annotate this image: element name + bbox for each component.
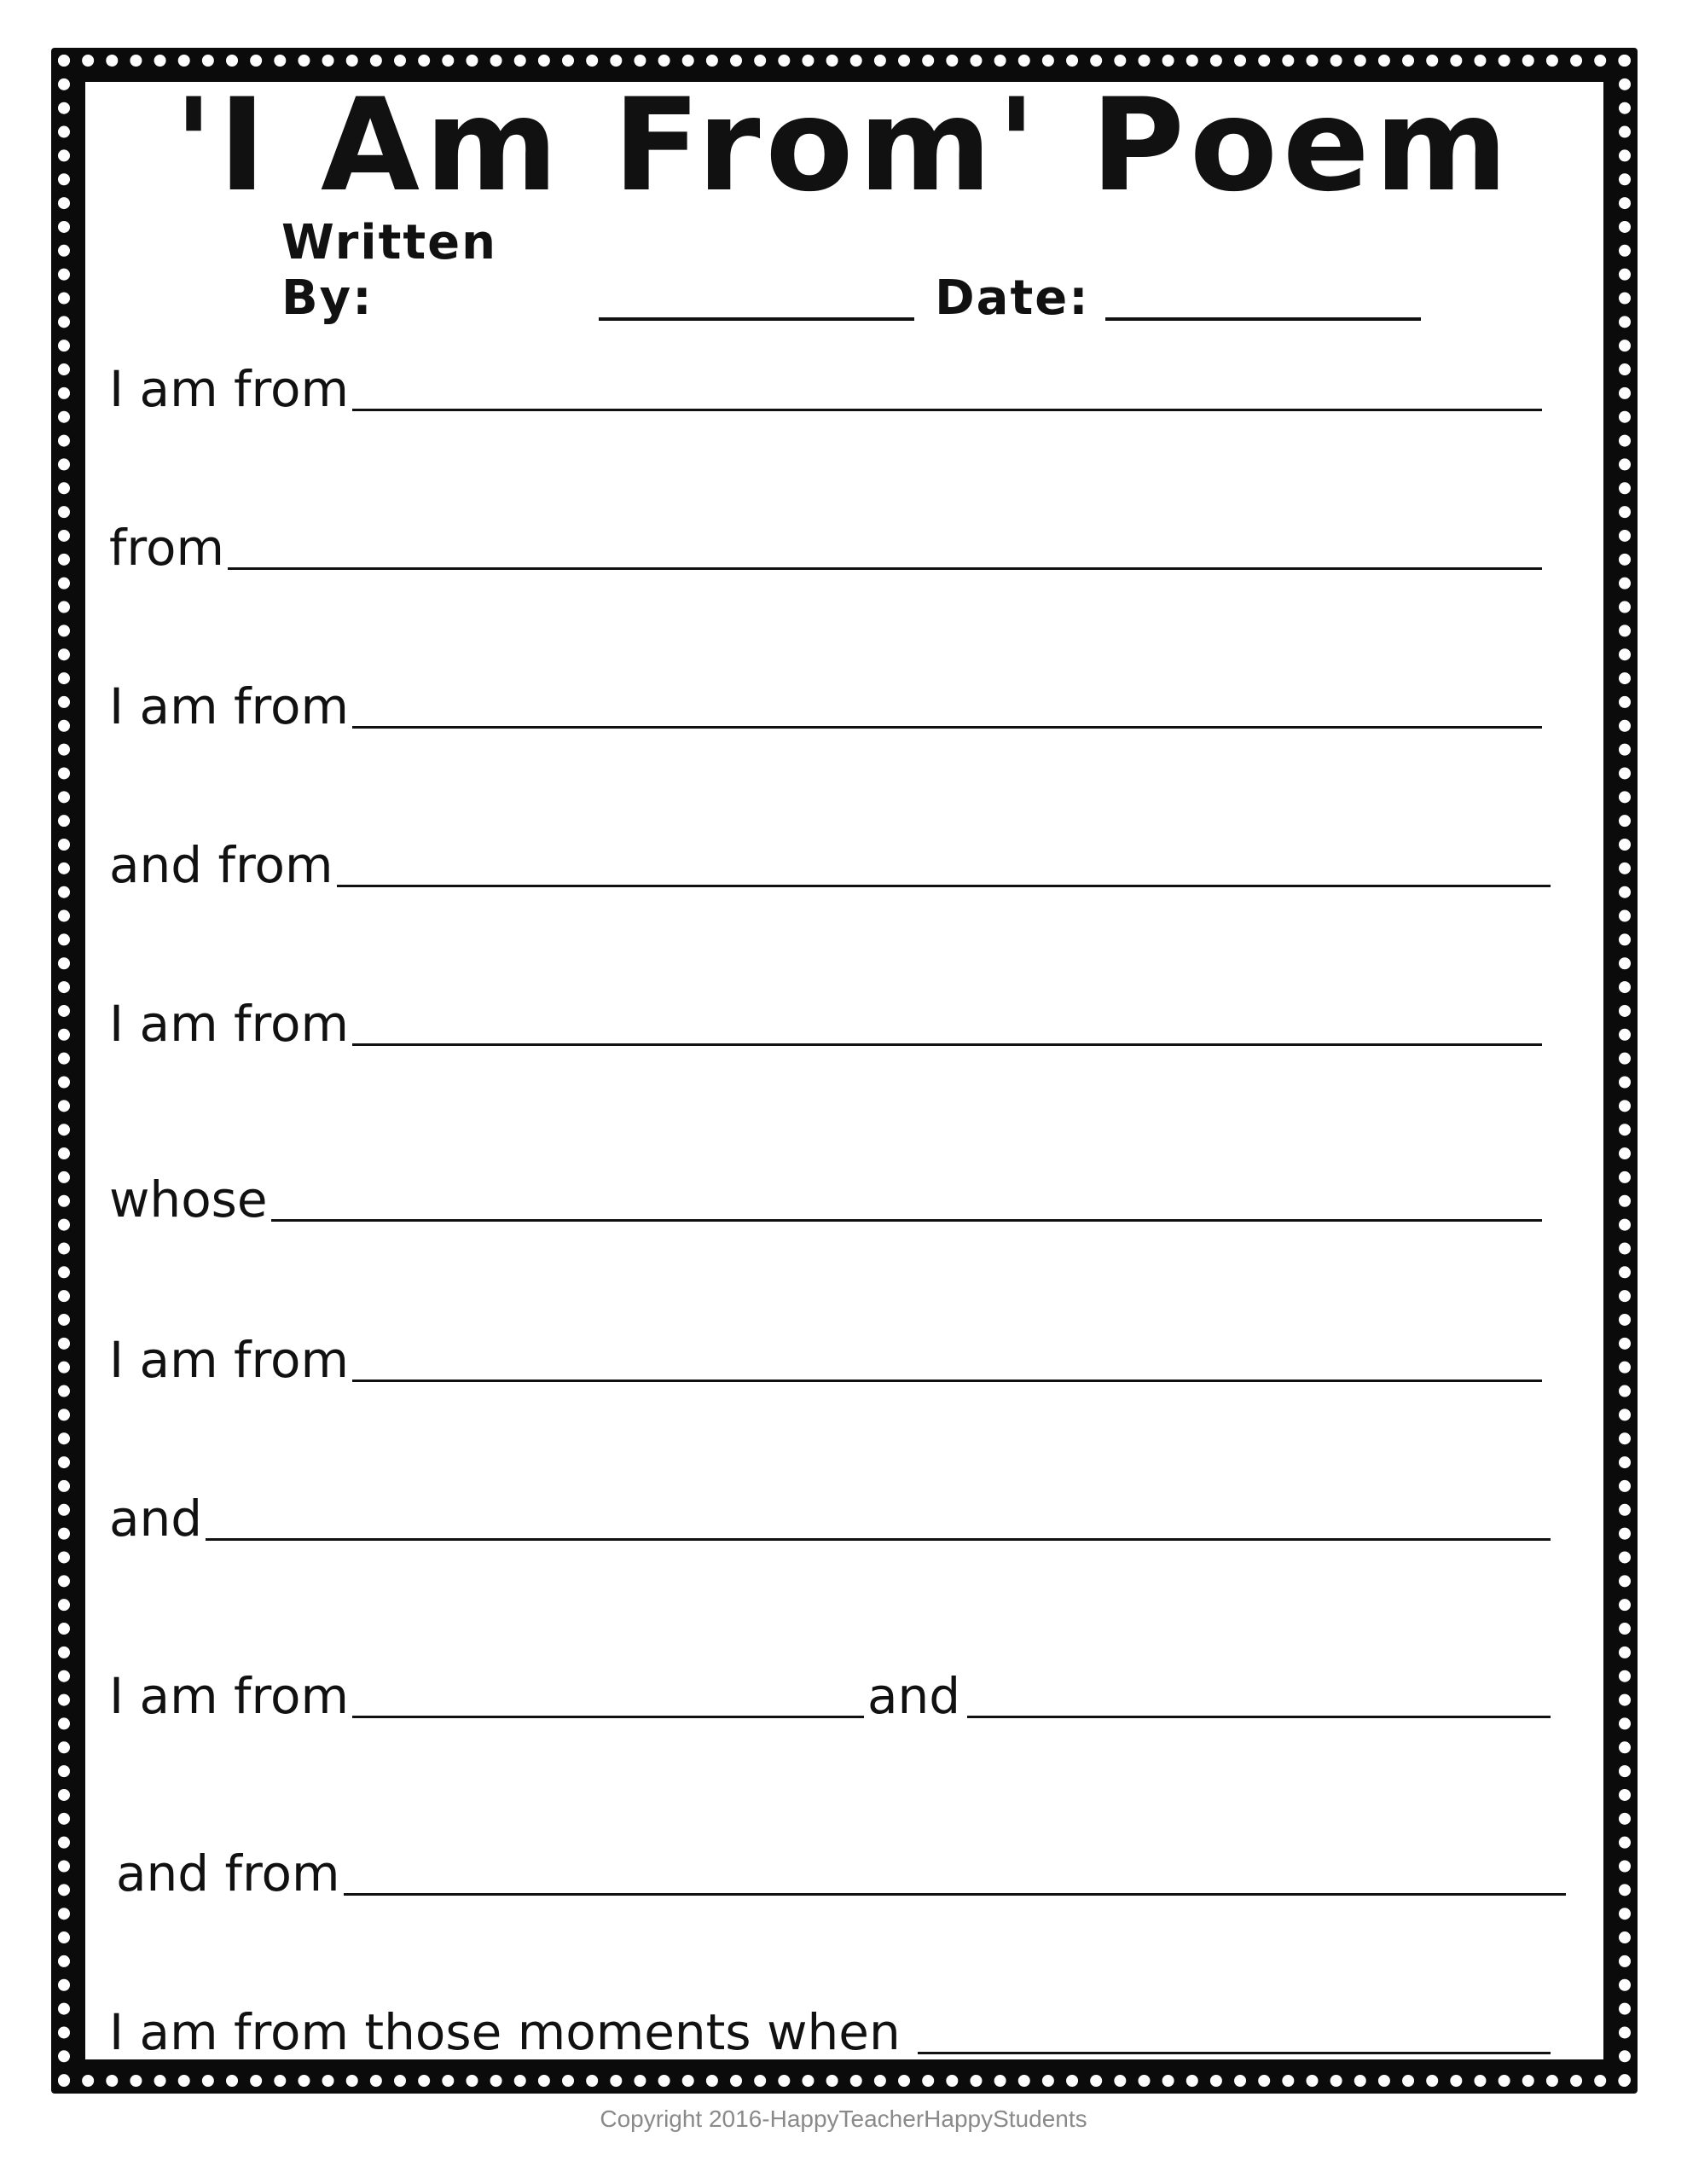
- poem-line: [109, 350, 1542, 418]
- answer-blank[interactable]: [352, 992, 1542, 1046]
- line-prompt: I am from: [109, 677, 349, 735]
- answer-blank[interactable]: [918, 2001, 1551, 2054]
- poem-line: [109, 1479, 1551, 1548]
- answer-blank[interactable]: [352, 1664, 864, 1718]
- poem-line: [109, 1160, 1542, 1228]
- written-by-label: Written By:: [281, 215, 497, 326]
- answer-blank[interactable]: [228, 516, 1542, 570]
- copyright-notice: Copyright 2016-HappyTeacherHappyStudents: [600, 2106, 1087, 2132]
- line-middle-word: and: [867, 1667, 961, 1725]
- line-prompt: and from: [109, 836, 333, 894]
- line-prompt: and: [109, 1490, 203, 1548]
- line-prompt: and from: [116, 1844, 340, 1902]
- answer-blank[interactable]: [271, 1168, 1542, 1222]
- poem-line: [116, 1834, 1566, 1902]
- answer-blank[interactable]: [337, 834, 1551, 887]
- date-label: Date:: [935, 270, 1090, 326]
- byline-row: [281, 215, 1441, 326]
- line-prompt: I am from those moments when: [109, 2003, 901, 2061]
- line-prompt: I am from: [109, 360, 349, 418]
- poem-line: [109, 985, 1542, 1053]
- answer-blank[interactable]: [344, 1842, 1566, 1896]
- poem-line: [109, 508, 1542, 577]
- answer-blank[interactable]: [352, 357, 1542, 411]
- poem-line: [109, 1993, 1551, 2061]
- line-prompt: whose: [109, 1170, 268, 1228]
- poem-line: [109, 826, 1551, 894]
- author-blank[interactable]: [599, 270, 914, 321]
- line-prompt: I am from: [109, 995, 349, 1053]
- line-prompt: from: [109, 519, 224, 577]
- answer-blank[interactable]: [352, 1328, 1542, 1382]
- poem-line: [109, 1321, 1542, 1389]
- poem-line: [109, 667, 1542, 735]
- line-prompt: I am from: [109, 1331, 349, 1389]
- poem-line: [109, 1657, 1551, 1725]
- answer-blank[interactable]: [967, 1664, 1551, 1718]
- answer-blank[interactable]: [352, 675, 1542, 729]
- date-blank[interactable]: [1105, 270, 1421, 321]
- answer-blank[interactable]: [206, 1487, 1551, 1541]
- line-prompt: I am from: [109, 1667, 349, 1725]
- page-title: 'I Am From' Poem: [174, 72, 1513, 220]
